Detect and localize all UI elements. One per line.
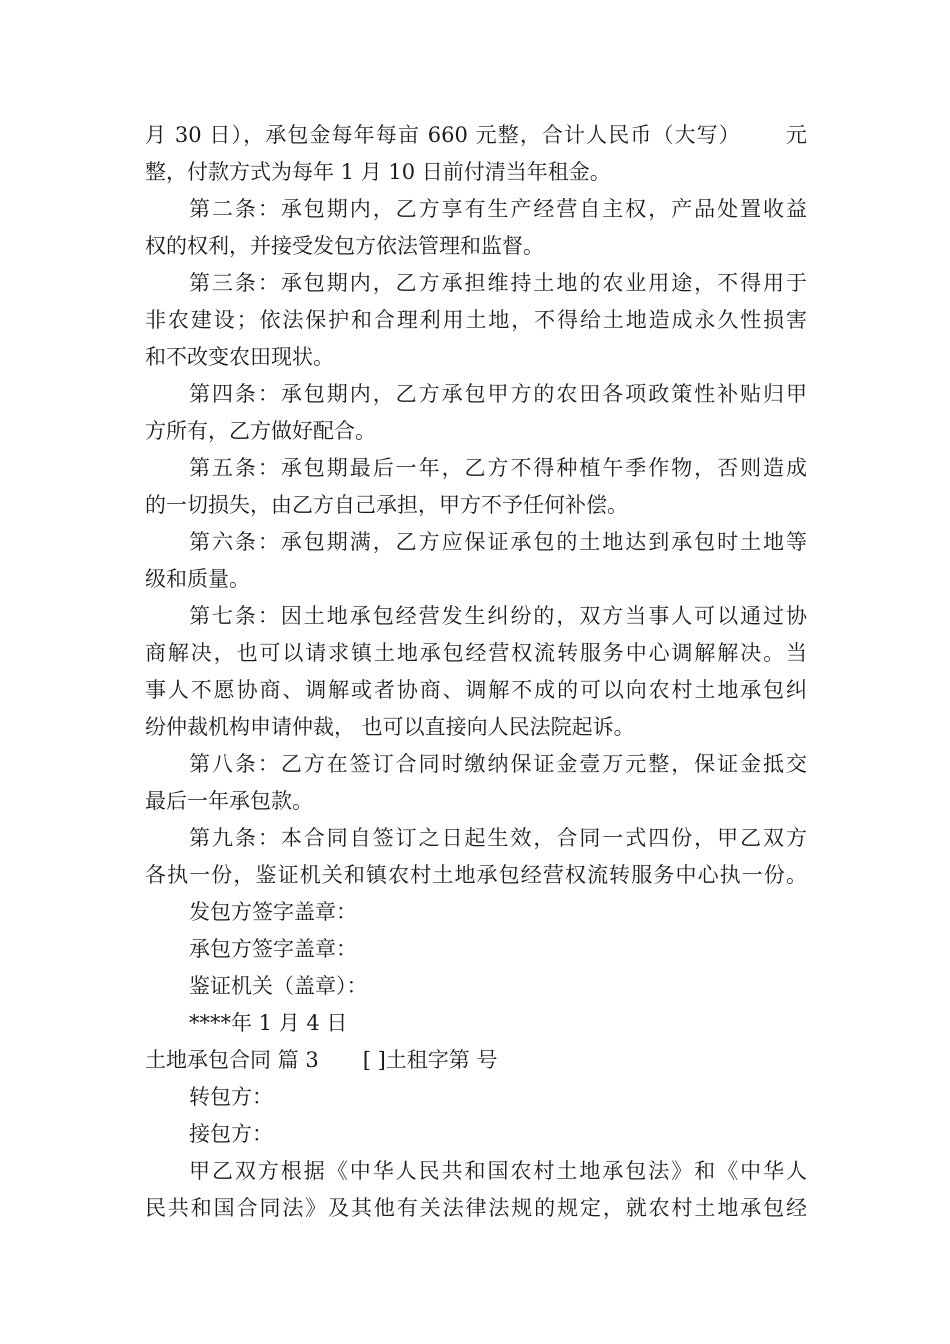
text-segment: 月 30 日），承包金每年每亩 660 元整，合计人民币（大写） — [145, 123, 741, 147]
signature-date: ****年 1 月 4 日 — [189, 1011, 348, 1035]
text-line: 第七条：因土地承包经营发生纠纷的，双方当事人可以通过协 — [189, 604, 807, 628]
section-title: 土地承包合同 篇 3 — [145, 1048, 319, 1072]
text-line: 最后一年承包款。 — [145, 789, 313, 813]
text-line: 事人不愿协商、调解或者协商、调解不成的可以向农村土地承包纠 — [145, 678, 807, 702]
text-line: 各执一份，鉴证机关和镇农村土地承包经营权流转服务中心执一份。 — [145, 863, 807, 887]
text-line: 的一切损失，由乙方自己承担，甲方不予任何补偿。 — [145, 493, 628, 517]
text-line — [145, 117, 807, 154]
text-line: 民共和国合同法》及其他有关法律法规的规定，就农村土地承包经 — [145, 1196, 807, 1220]
party-label-subcontractor: 转包方： — [189, 1085, 273, 1109]
text-line: 纷仲裁机构申请仲裁， 也可以直接向人民法院起诉。 — [145, 715, 635, 739]
text-line: 整，付款方式为每年 1 月 10 日前付清当年租金。 — [145, 160, 611, 184]
text-segment: 元 — [784, 123, 807, 147]
text-line: 权的权利，并接受发包方依法管理和监督。 — [145, 234, 544, 258]
text-line: 第四条：承包期内，乙方承包甲方的农田各项政策性补贴归甲 — [189, 382, 807, 406]
text-line: 甲乙双方根据《中华人民共和国农村土地承包法》和《中华人 — [189, 1159, 807, 1183]
signature-label-notary: 鉴证机关（盖章）： — [189, 974, 368, 998]
document-page — [145, 117, 807, 1227]
text-line: 级和质量。 — [145, 567, 250, 591]
text-line: 第五条：承包期最后一年，乙方不得种植午季作物，否则造成 — [189, 456, 807, 480]
text-line: 第六条：承包期满，乙方应保证承包的土地达到承包时土地等 — [189, 530, 807, 554]
text-line: 方所有，乙方做好配合。 — [145, 419, 376, 443]
text-line: 非农建设；依法保护和合理利用土地，不得给土地造成永久性损害 — [145, 308, 807, 332]
section-heading — [145, 1042, 807, 1079]
text-line: 第二条：承包期内，乙方享有生产经营自主权，产品处置收益 — [189, 197, 807, 221]
signature-label-issuer: 发包方签字盖章： — [189, 900, 357, 924]
text-line: 第八条：乙方在签订合同时缴纳保证金壹万元整，保证金抵交 — [189, 752, 807, 776]
contract-number: [ ]土租字第 号 — [362, 1048, 498, 1072]
signature-label-contractor: 承包方签字盖章： — [189, 937, 357, 961]
party-label-recipient: 接包方： — [189, 1122, 273, 1146]
text-line: 第三条：承包期内，乙方承担维持土地的农业用途，不得用于 — [189, 271, 807, 295]
text-line: 第九条：本合同自签订之日起生效，合同一式四份，甲乙双方 — [189, 826, 807, 850]
text-line: 和不改变农田现状。 — [145, 345, 334, 369]
text-line: 商解决，也可以请求镇土地承包经营权流转服务中心调解解决。当 — [145, 641, 807, 665]
